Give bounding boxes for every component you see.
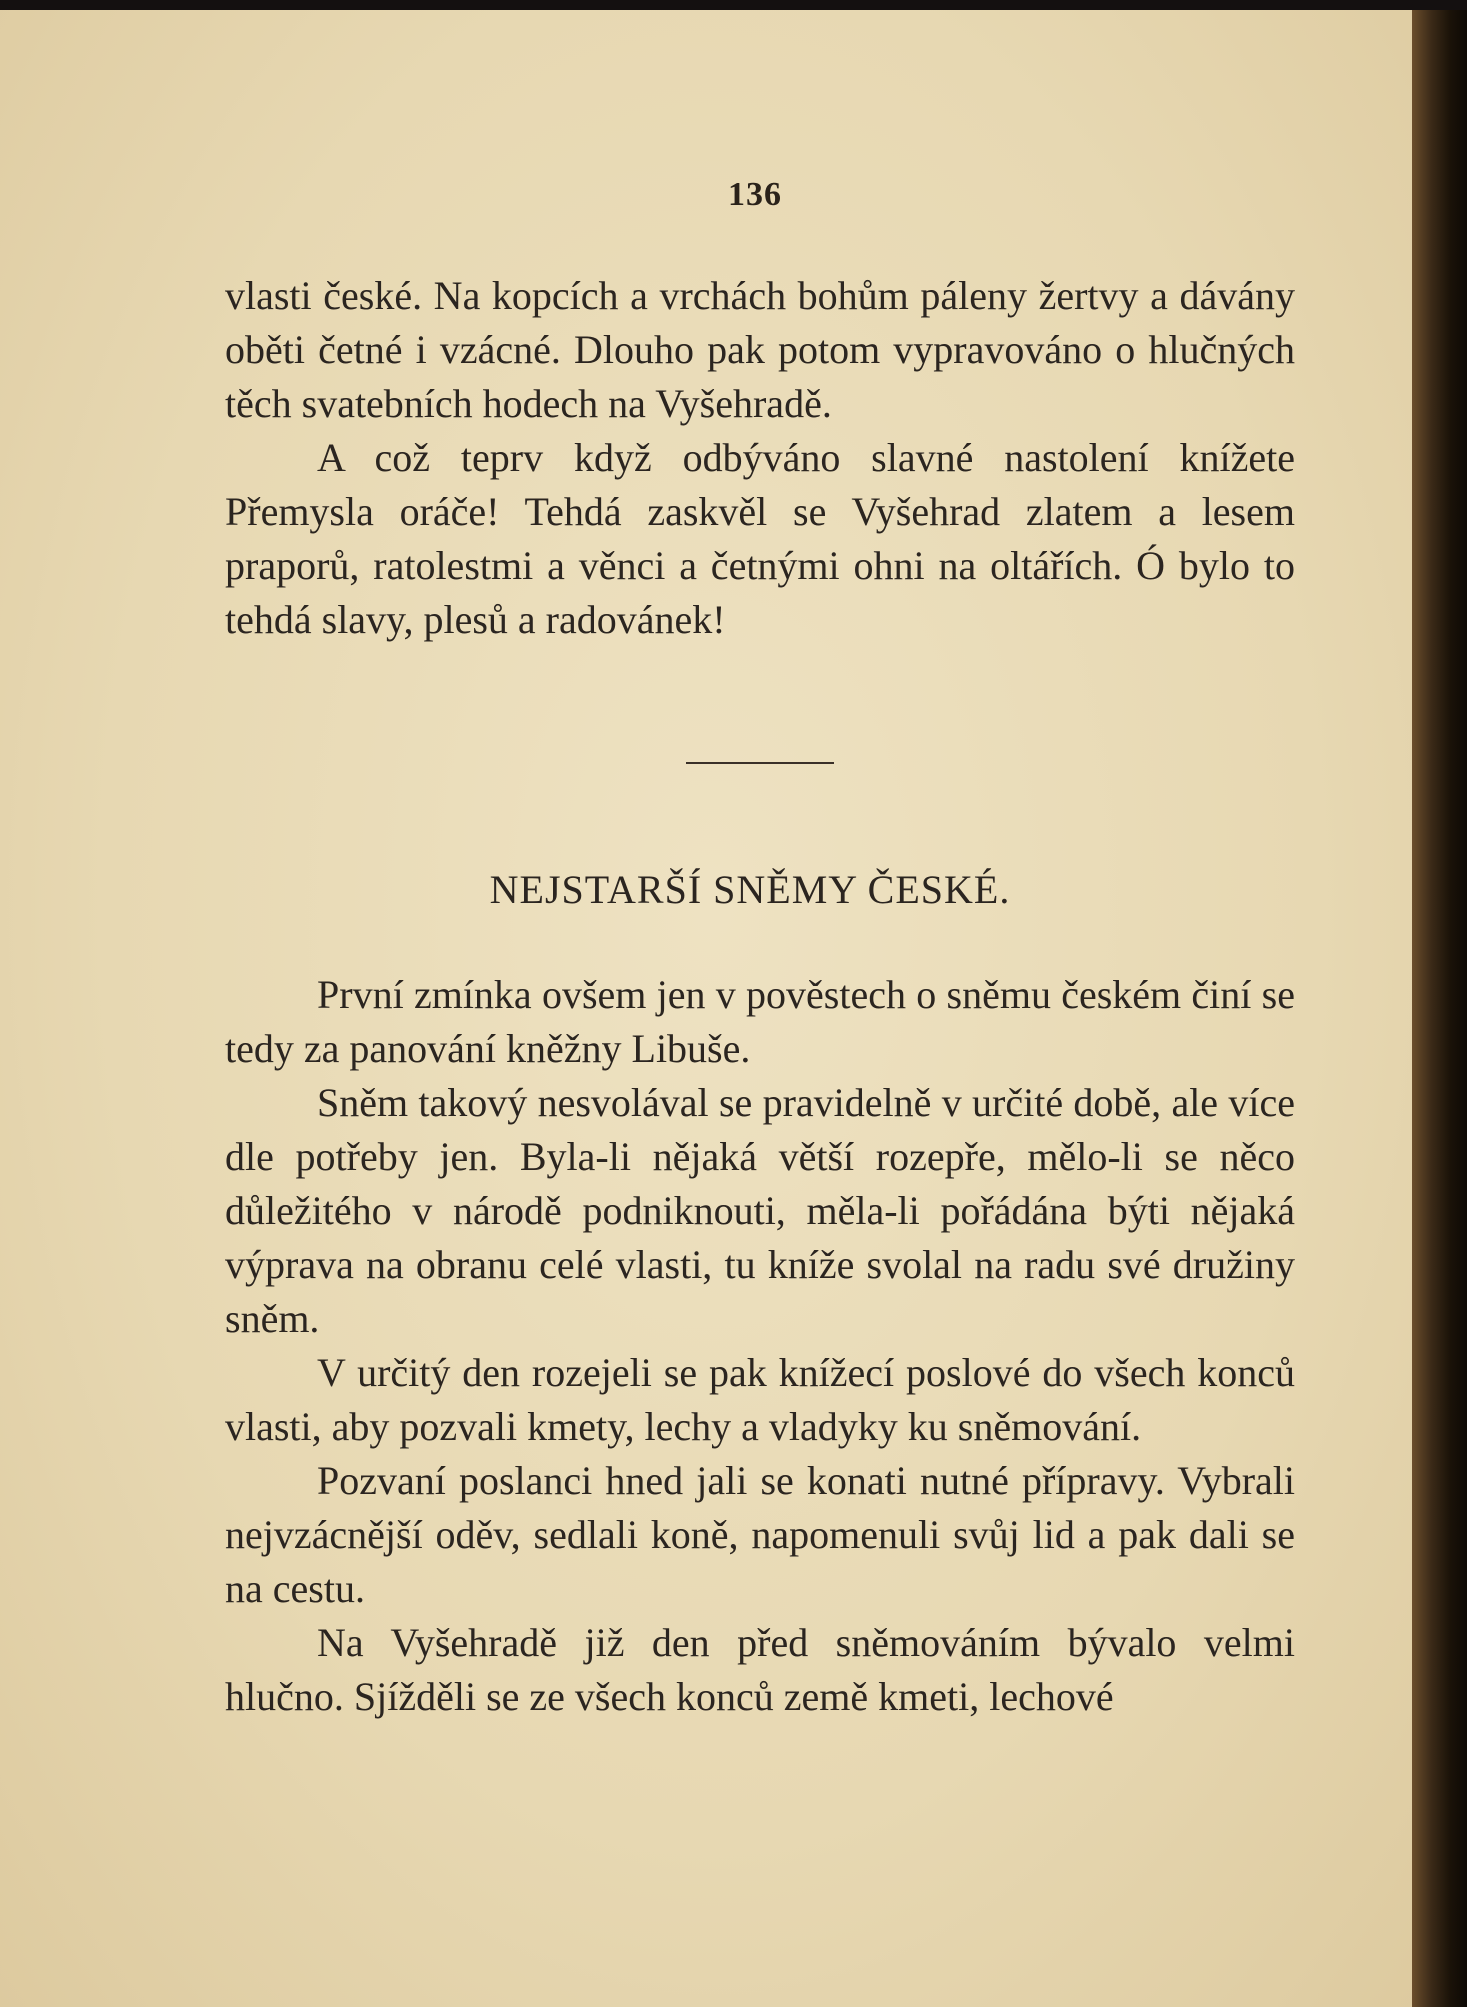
paragraph: Na Vyšehradě již den před sněmováním bývalo velmi hlučno. Sjížděli se ze všech konců země kmeti, lechové xyxy=(225,1620,1295,1719)
paragraph: První zmínka ovšem jen v pověstech o sněmu českém činí se tedy za panování kněžny Libuše. xyxy=(225,972,1295,1071)
page-number: 136 xyxy=(728,176,782,213)
section-divider xyxy=(686,762,834,764)
section-2-text xyxy=(225,968,1295,1724)
paragraph: vlasti české. Na kopcích a vrchách bohům páleny žertvy a dávány oběti četné i vzácné. Dlouho pak potom vypravováno o hlučných těch svatebních hodech na Vyšehradě. xyxy=(225,273,1295,426)
scan-top-edge xyxy=(0,0,1467,10)
paragraph: Pozvaní poslanci hned jali se konati nutné přípravy. Vybrali nejvzácnější oděv, sedlali koně, napomenuli svůj lid a pak dali se na cestu. xyxy=(225,1458,1295,1611)
book-spine xyxy=(1412,0,1467,2007)
paragraph: A což teprv když odbýváno slavné nastolení knížete Přemysla oráče! Tehdá zaskvěl se Vyšehrad zlatem a lesem praporů, ratolestmi a věnci a četnými ohni na oltářích. Ó bylo to tehdá slavy, plesů a radovánek! xyxy=(225,435,1295,642)
paragraph: V určitý den rozejeli se pak knížecí poslové do všech konců vlasti, aby pozvali kmety, lechy a vladyky ku sněmování. xyxy=(225,1350,1295,1449)
section-1-text xyxy=(225,269,1295,647)
chapter-heading: NEJSTARŠÍ SNĚMY ČESKÉ. xyxy=(489,867,1011,912)
paragraph: Sněm takový nesvolával se pravidelně v určité době, ale více dle potřeby jen. Byla-li nějaká větší rozepře, mělo-li se něco důležitého v národě podniknouti, měla-li pořádána býti nějaká výprava na obranu celé vlasti, tu kníže svolal na radu své družiny sněm. xyxy=(225,1080,1295,1341)
